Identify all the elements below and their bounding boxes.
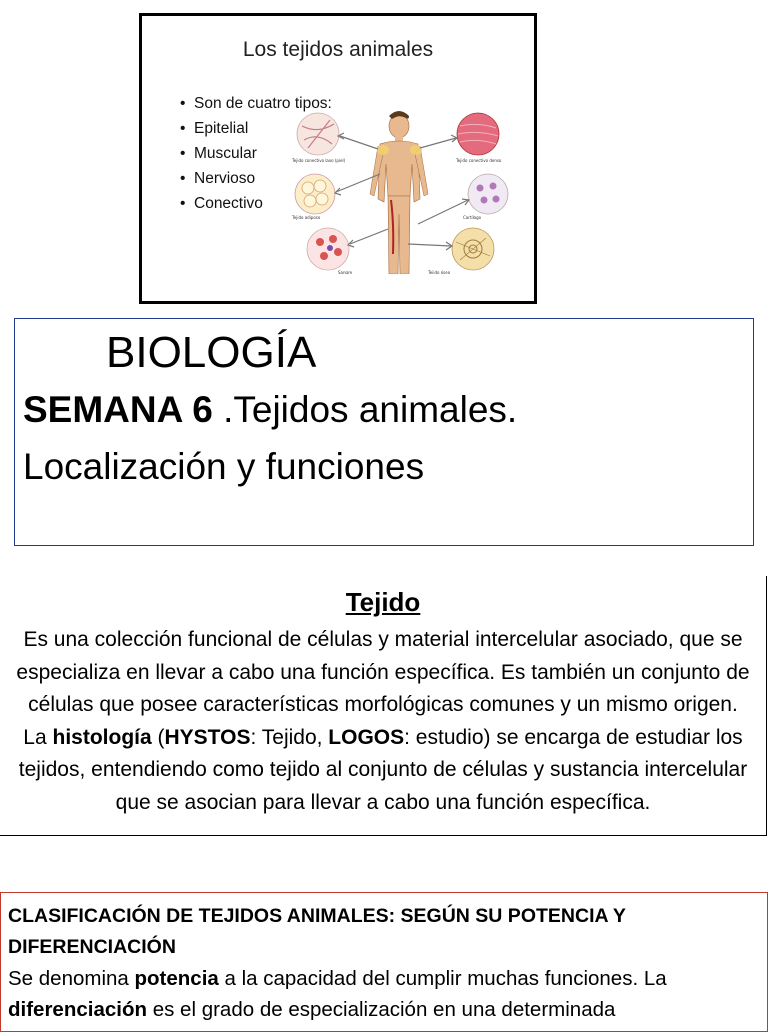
svg-text:Sangre: Sangre: [338, 270, 353, 274]
slide-bullet: • Son de cuatro tipos:: [180, 91, 332, 116]
slide-bullet: • Epitelial: [180, 116, 332, 141]
clasificacion-body: [8, 963, 759, 1025]
text-run: La: [23, 725, 53, 749]
term-diferenciacion: diferenciación: [8, 998, 147, 1021]
human-body-tissue-illustration: [288, 104, 512, 274]
tissue-bone: [452, 228, 494, 270]
svg-text:Tejido conectivo denso: Tejido conectivo denso: [456, 158, 502, 163]
slide-bullet: • Conectivo: [180, 191, 332, 216]
week-title: [23, 385, 517, 435]
text-run: (: [151, 725, 165, 749]
term-logos: LOGOS: [328, 725, 405, 749]
human-figure: [370, 111, 428, 274]
svg-text:Cartílago: Cartílago: [463, 215, 482, 220]
tejido-body: [6, 624, 760, 819]
slide-bullet: • Nervioso: [180, 166, 332, 191]
text-run: : estudio) se encarga de estudiar los tejidos, entendiendo como tejido al conjunto de células y sustancia intercelular que se asocian para llevar a cabo una función específica.: [18, 725, 748, 814]
svg-text:Tejido conectivo laxo (piel): Tejido conectivo laxo (piel): [292, 158, 346, 163]
tejido-definition-box: [0, 576, 767, 836]
tissue-loose-connective: [297, 113, 339, 155]
tissues-slide-image: [139, 13, 537, 304]
tissue-cartilage: [468, 174, 508, 214]
term-potencia: potencia: [134, 967, 219, 990]
text-run: : Tejido,: [250, 725, 329, 749]
svg-text:Tejido adiposo: Tejido adiposo: [292, 215, 321, 220]
slide-bullet: • Muscular: [180, 141, 332, 166]
tissue-adipose: [295, 174, 335, 214]
week-subtitle: Localización y funciones: [23, 446, 425, 487]
tejido-heading: Tejido: [345, 587, 421, 617]
slide-title: Los tejidos animales: [242, 38, 434, 61]
svg-text:Tejido óseo: Tejido óseo: [428, 270, 451, 274]
subject-title: BIOLOGÍA: [106, 328, 317, 377]
clasificacion-box: [0, 892, 768, 1032]
text-run: a la capacidad del cumplir muchas funciones. La: [218, 967, 667, 990]
week-number: SEMANA 6: [23, 389, 213, 430]
tissue-dense-connective: [457, 113, 499, 155]
tissue-blood: [307, 228, 349, 270]
term-histologia: histología: [52, 725, 152, 749]
text-run: Se denomina: [8, 967, 135, 990]
week-topic: .Tejidos animales.: [212, 389, 518, 430]
term-hystos: HYSTOS: [164, 725, 251, 749]
tejido-paragraph-1: Es una colección funcional de células y material intercelular asociado, que se especializa en llevar a cabo una función específica. Es también un conjunto de células que posee características morfológicas comunes y un mismo origen.: [16, 628, 750, 716]
text-run: es el grado de especialización en una determinada: [147, 998, 616, 1021]
course-title-box: [14, 318, 754, 546]
clasificacion-heading: CLASIFICACIÓN DE TEJIDOS ANIMALES: SEGÚN SU POTENCIA Y DIFERENCIACIÓN: [8, 905, 626, 958]
